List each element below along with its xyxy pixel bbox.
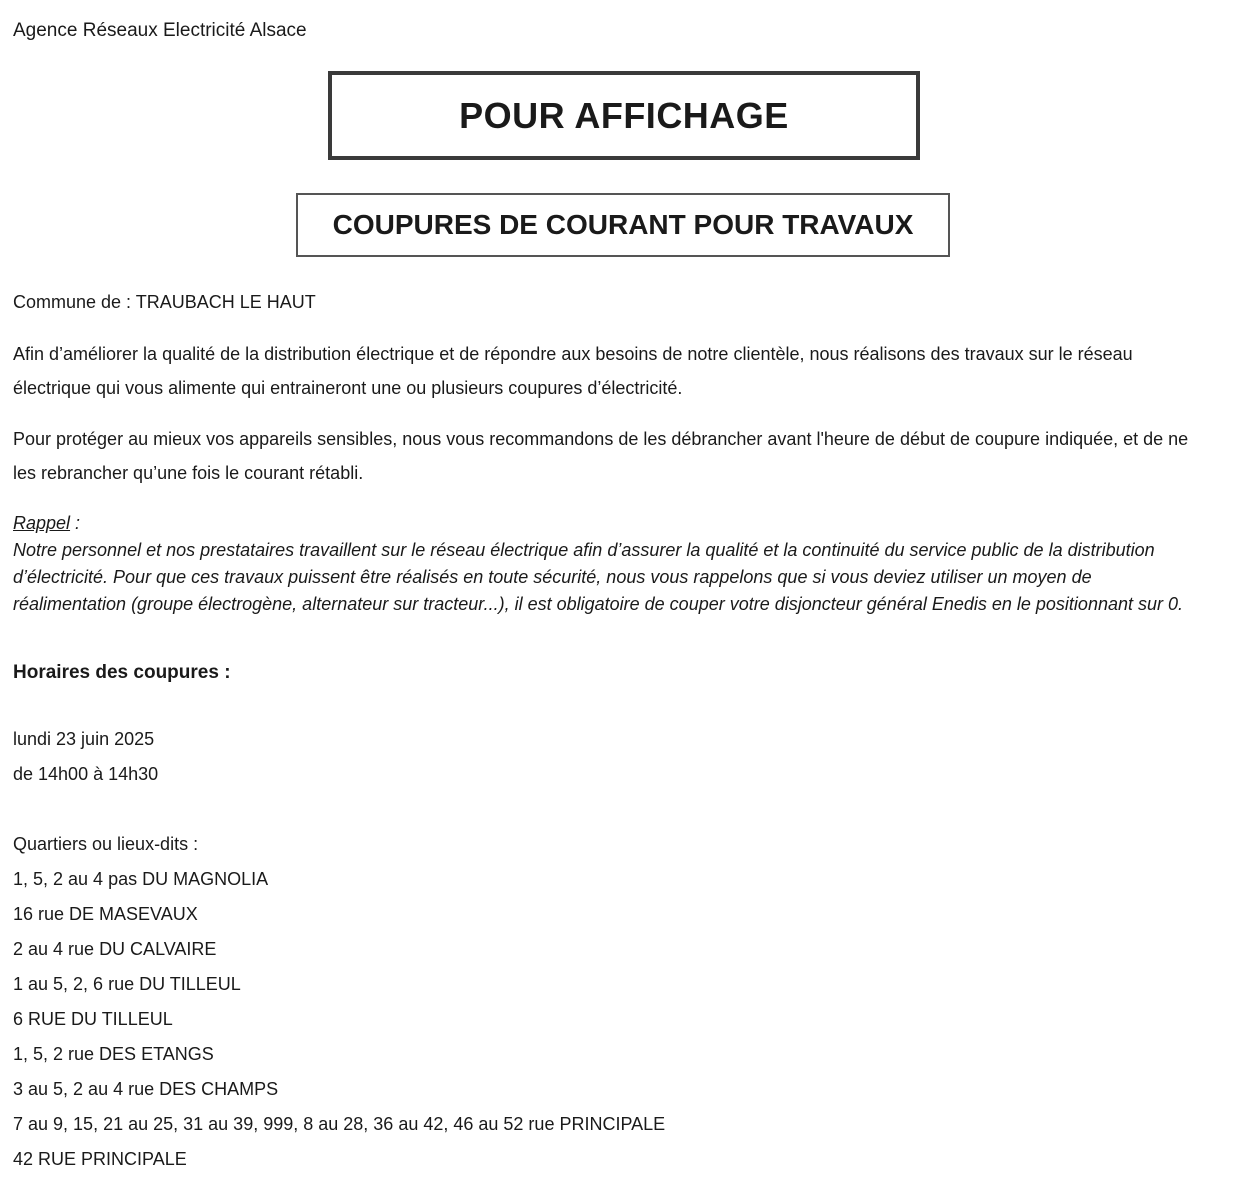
protection-paragraph: Pour protéger au mieux vos appareils sensibles, nous vous recommandons de les débrancher avant l'heure de début de coupure indiquée, et de ne les rebrancher qu’une fois le courant rétabli. [13, 429, 1189, 483]
reminder-title: Rappel [13, 513, 71, 533]
location-item: 1, 5, 2 rue DES ETANGS [13, 1044, 214, 1064]
reminder-heading [13, 510, 1193, 537]
schedule-date: lundi 23 juin 2025 [13, 729, 155, 749]
poster-title: POUR AFFICHAGE [459, 94, 789, 136]
reminder-block [13, 510, 1193, 618]
locations-heading: Quartiers ou lieux-dits : [13, 834, 199, 854]
location-item: 2 au 4 rue DU CALVAIRE [13, 939, 217, 959]
schedule-heading: Horaires des coupures : [13, 662, 231, 683]
poster-title-box [328, 71, 920, 160]
agency-name: Agence Réseaux Electricité Alsace [13, 20, 307, 41]
notice-title-box [296, 193, 950, 257]
location-item: 7 au 9, 15, 21 au 25, 31 au 39, 999, 8 au 28, 36 au 42, 46 au 52 rue PRINCIPALE [13, 1114, 666, 1134]
reminder-title-suffix: : [70, 513, 81, 533]
locations-list [13, 862, 665, 1177]
reminder-text: Notre personnel et nos prestataires travaillent sur le réseau électrique afin d’assurer la qualité et la continuité du service public de la distribution d’électricité. Pour que ces travaux puissent être réalisés en toute sécurité, nous vous rappelons que si vous deviez utiliser un moyen de réalimentation (groupe électrogène, alternateur sur tracteur...), il est obligatoire de couper votre disjoncteur général Enedis en le positionnant sur 0. [13, 540, 1183, 614]
notice-title: COUPURES DE COURANT POUR TRAVAUX [332, 209, 914, 240]
intro-paragraph: Afin d’améliorer la qualité de la distribution électrique et de répondre aux besoins de notre clientèle, nous réalisons des travaux sur le réseau électrique qui vous alimente qui entraineront une ou plusieurs coupures d’électricité. [13, 344, 1133, 398]
schedule-time: de 14h00 à 14h30 [13, 764, 159, 784]
location-item: 6 RUE DU TILLEUL [13, 1009, 173, 1029]
location-item: 16 rue DE MASEVAUX [13, 904, 198, 924]
location-item: 1, 5, 2 au 4 pas DU MAGNOLIA [13, 869, 269, 889]
location-item: 3 au 5, 2 au 4 rue DES CHAMPS [13, 1079, 279, 1099]
location-item: 1 au 5, 2, 6 rue DU TILLEUL [13, 974, 241, 994]
commune-line: Commune de : TRAUBACH LE HAUT [13, 292, 316, 312]
location-item: 42 RUE PRINCIPALE [13, 1149, 187, 1169]
